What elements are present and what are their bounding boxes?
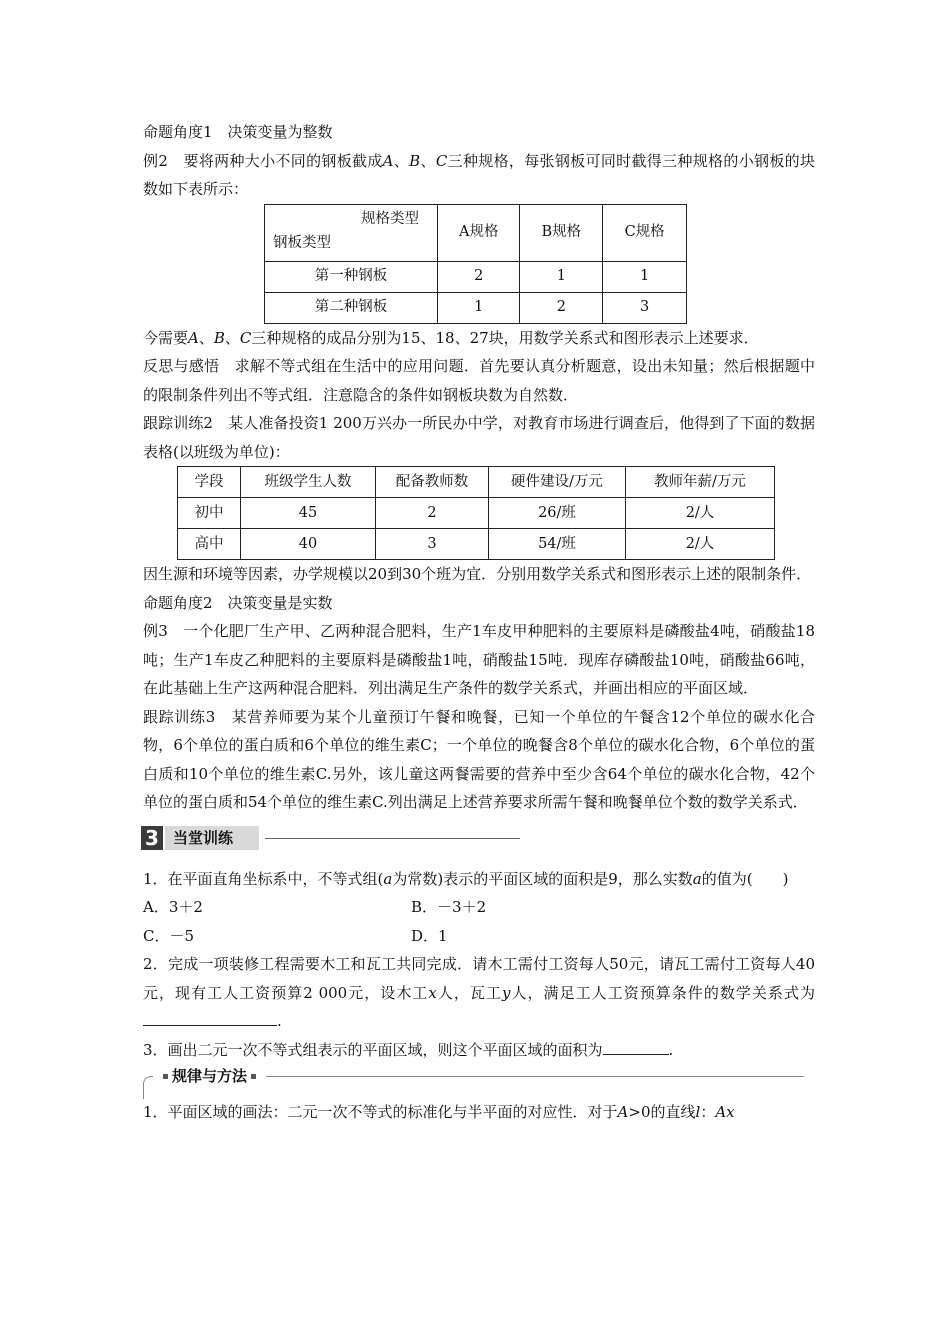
column-header: A规格: [438, 204, 520, 261]
table-row: [265, 204, 687, 261]
column-header: 硬件建设/万元: [489, 467, 626, 498]
example2-paragraph: 例2 要将两种大小不同的钢板截成A、B、C三种规格，每张钢板可同时截得三种规格的小钢板的块数如下表所示：: [143, 151, 815, 198]
table-cell: 1: [438, 292, 520, 323]
option-b: B．－3＋2: [411, 898, 487, 916]
table-cell: 40: [241, 529, 376, 560]
table-cell: 2/人: [626, 529, 775, 560]
example3-paragraph: 例3 一个化肥厂生产甲、乙两种混合肥料，生产1车皮甲种肥料的主要原料是磷酸盐4吨，硝酸盐18吨；生产1车皮乙种肥料的主要原料是磷酸盐1吨，硝酸盐15吨．现库存磷酸盐10吨，硝酸盐66吨，在此基础上生产这两种混合肥料．列出满足生产条件的数学关系式，并画出相应的平面区域．: [143, 622, 815, 697]
option-c: C．－5: [143, 926, 195, 945]
section-number: 3: [141, 826, 163, 850]
question-1: 1．在平面直角坐标系中，不等式组(a为常数)表示的平面区域的面积是9，那么实数a的值为( ): [143, 869, 789, 888]
rules-header: [143, 1068, 815, 1098]
angle1-heading: 命题角度1 决策变量为整数: [143, 123, 333, 141]
training2-constraints: 因生源和环境等因素，办学规模以20到30个班为宜．分别用数学关系式和图形表示上述的限制条件．: [143, 565, 812, 583]
table-row: [265, 292, 687, 323]
diagonal-header-cell: 规格类型 钢板类型: [265, 204, 438, 261]
section-divider: [265, 838, 520, 839]
table-cell: 2: [520, 292, 603, 323]
question-1-options: [143, 893, 815, 950]
table-cell: 45: [241, 498, 376, 529]
table-cell: 26/班: [489, 498, 626, 529]
table-row: [178, 498, 775, 529]
option-a: A．3＋2: [143, 898, 203, 916]
table-cell: 初中: [178, 498, 241, 529]
square-bullet-icon: [163, 1074, 168, 1079]
question-3: 3．画出二元一次不等式组表示的平面区域，则这个平面区域的面积为 .: [143, 1036, 815, 1065]
table-row: [178, 467, 775, 498]
school-table: [177, 466, 775, 560]
table-cell: 3: [603, 292, 687, 323]
table-row: [265, 261, 687, 292]
table-cell: 1: [520, 261, 603, 292]
row-header: 第一种钢板: [265, 261, 438, 292]
question-2: 2．完成一项装修工程需要木工和瓦工共同完成．请木工需付工资每人50元，请瓦工需付工资每人40元，现有工人工资预算2 000元，设木工x人，瓦工y人，满足工人工资预算条件的数学关系式为.: [143, 955, 815, 1030]
table-cell: 3: [376, 529, 489, 560]
document-page: [143, 118, 815, 1127]
answer-blank: [603, 1036, 669, 1055]
rule-item-1: 1．平面区域的画法：二元一次不等式的标准化与半平面的对应性．对于A>0的直线l：Ax: [143, 1103, 735, 1121]
example2-requirement: 今需要A、B、C三种规格的成品分别为15、18、27块，用数学关系式和图形表示上述要求．: [143, 328, 759, 347]
column-header: 配备教师数: [376, 467, 489, 498]
training3-paragraph: 跟踪训练3 某营养师要为某个儿童预订午餐和晚餐，已知一个单位的午餐含12个单位的碳水化合物，6个单位的蛋白质和6个单位的维生素C；一个单位的晚餐含8个单位的碳水化合物，6个单位的蛋白质和10个单位的维生素C.另外，该儿童这两餐需要的营养中至少含64个单位的碳水化合物，42个单位的蛋白质和54个单位的维生素C.列出满足上述营养要求所需午餐和晚餐单位个数的数学关系式．: [143, 707, 815, 811]
column-header: 学段: [178, 467, 241, 498]
table-cell: 2/人: [626, 498, 775, 529]
column-header: 教师年薪/万元: [626, 467, 775, 498]
training2-paragraph: 跟踪训练2 某人准备投资1 200万兴办一所民办中学，对教育市场进行调查后，他得到了下面的数据表格(以班级为单位)：: [143, 414, 815, 461]
steel-table: [264, 204, 687, 324]
row-header: 第二种钢板: [265, 292, 438, 323]
rules-title: 规律与方法: [153, 1064, 266, 1088]
option-d: D．1: [411, 926, 448, 945]
section-title: 当堂训练: [165, 826, 259, 850]
table-cell: 2: [376, 498, 489, 529]
column-header: B规格: [520, 204, 603, 261]
table-cell: 1: [603, 261, 687, 292]
section-header: [141, 823, 815, 853]
table-row: [178, 529, 775, 560]
reflection-paragraph: 反思与感悟 求解不等式组在生活中的应用问题．首先要认真分析题意，设出未知量；然后根据题中的限制条件列出不等式组．注意隐含的条件如钢板块数为自然数．: [143, 357, 815, 404]
table-cell: 2: [438, 261, 520, 292]
answer-blank: [143, 1007, 277, 1026]
column-header: 班级学生人数: [241, 467, 376, 498]
square-bullet-icon: [251, 1074, 256, 1079]
column-header: C规格: [603, 204, 687, 261]
table-cell: 高中: [178, 529, 241, 560]
angle2-heading: 命题角度2 决策变量是实数: [143, 593, 333, 612]
table-cell: 54/班: [489, 529, 626, 560]
